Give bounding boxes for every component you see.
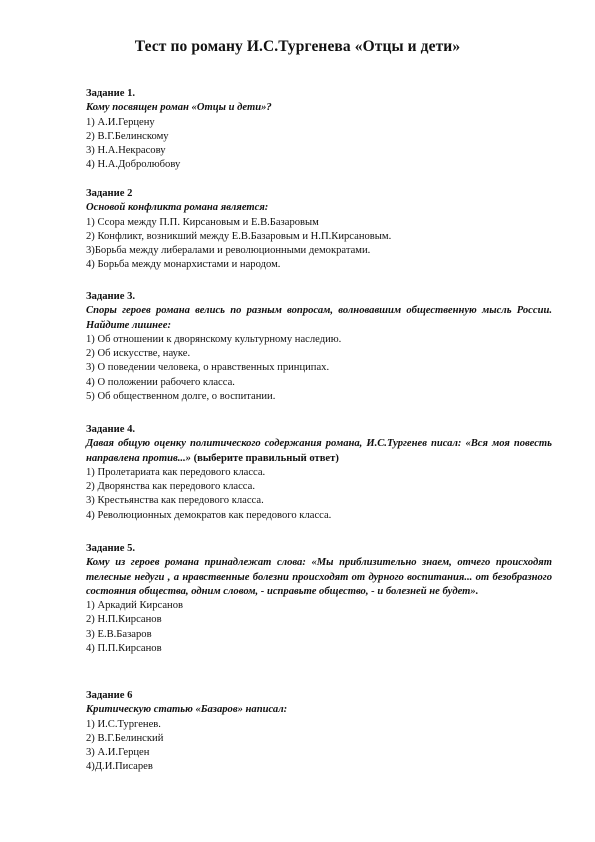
document-title: Тест по роману И.С.Тургенева «Отцы и дети» — [134, 38, 461, 55]
task-option: 3) А.И.Герцен — [86, 747, 150, 759]
task-option: 5) Об общественном долге, о воспитании. — [86, 391, 276, 403]
task-option: 3) Крестьянства как передового класса. — [86, 495, 264, 507]
task-3 — [86, 290, 552, 404]
task-label: Задание 3. — [86, 291, 136, 302]
task-option: 2) В.Г.Белинскому — [86, 130, 169, 142]
task-question: Критическую статью «Базаров» написал: — [86, 704, 288, 716]
task-1 — [86, 87, 552, 173]
task-option: 3) Н.А.Некрасову — [86, 145, 166, 157]
task-6 — [86, 689, 552, 775]
task-option: 1) И.С.Тургенев. — [86, 718, 161, 730]
task-option: 2) В.Г.Белинский — [86, 732, 164, 744]
task-option: 1) А.И.Герцену — [86, 116, 155, 128]
task-option: 2) Дворянства как передового класса. — [86, 481, 255, 493]
task-label: Задание 4. — [86, 424, 136, 435]
task-option: 1) Аркадий Кирсанов — [86, 600, 184, 612]
task-option: 2) Н.П.Кирсанов — [86, 614, 162, 626]
task-option: 4) Революционных демократов как передового класса. — [86, 509, 332, 521]
task-label: Задание 5. — [86, 543, 136, 554]
task-question-text: Давая общую оценку политического содержания романа, И.С.Тургенев писал: «Вся моя повесть направлена против...» — [86, 438, 552, 464]
task-option: 2) Конфликт, возникший между Е.В.Базаровым и Н.П.Кирсановым. — [86, 230, 392, 242]
task-2 — [86, 187, 552, 273]
task-question: Споры героев романа велись по разным вопросам, волновавшим общественную мысль России. Найдите лишнее: — [86, 305, 552, 331]
task-question: Основой конфликта романа является: — [86, 202, 269, 214]
task-option: 2) Об искусстве, науке. — [86, 348, 191, 360]
task-question: Кому из героев романа принадлежат слова: «Мы приблизительно знаем, отчего происходят телесные недуги , а нравственные болезни происходят от дурного воспитания... от безобразного состояния общества, одним словом, - исправьте общество, - и болезней не будет». — [86, 557, 552, 597]
task-4 — [86, 423, 552, 523]
task-option: 4)Д.И.Писарев — [86, 761, 153, 773]
task-label: Задание 6 — [86, 690, 133, 701]
task-option: 3)Борьба между либералами и революционными демократами. — [86, 245, 371, 257]
task-option: 4) П.П.Кирсанов — [86, 643, 162, 655]
task-option: 4) О положении рабочего класса. — [86, 376, 235, 388]
task-label: Задание 1. — [86, 88, 136, 99]
task-option: 1) Об отношении к дворянскому культурному наследию. — [86, 333, 342, 345]
task-option: 3) Е.В.Базаров — [86, 628, 152, 640]
task-option: 1) Ссора между П.П. Кирсановым и Е.В.Базаровым — [86, 216, 319, 228]
task-question-suffix: (выберите правильный ответ) — [190, 452, 339, 464]
task-label: Задание 2 — [86, 188, 133, 199]
task-option: 4) Н.А.Добролюбову — [86, 159, 181, 171]
task-question — [86, 437, 552, 466]
task-option: 1) Пролетариата как передового класса. — [86, 466, 266, 478]
task-question: Кому посвящен роман «Отцы и дети»? — [86, 102, 272, 114]
task-option: 4) Борьба между монархистами и народом. — [86, 259, 281, 271]
task-5 — [86, 542, 552, 656]
task-option: 3) О поведении человека, о нравственных принципах. — [86, 362, 330, 374]
